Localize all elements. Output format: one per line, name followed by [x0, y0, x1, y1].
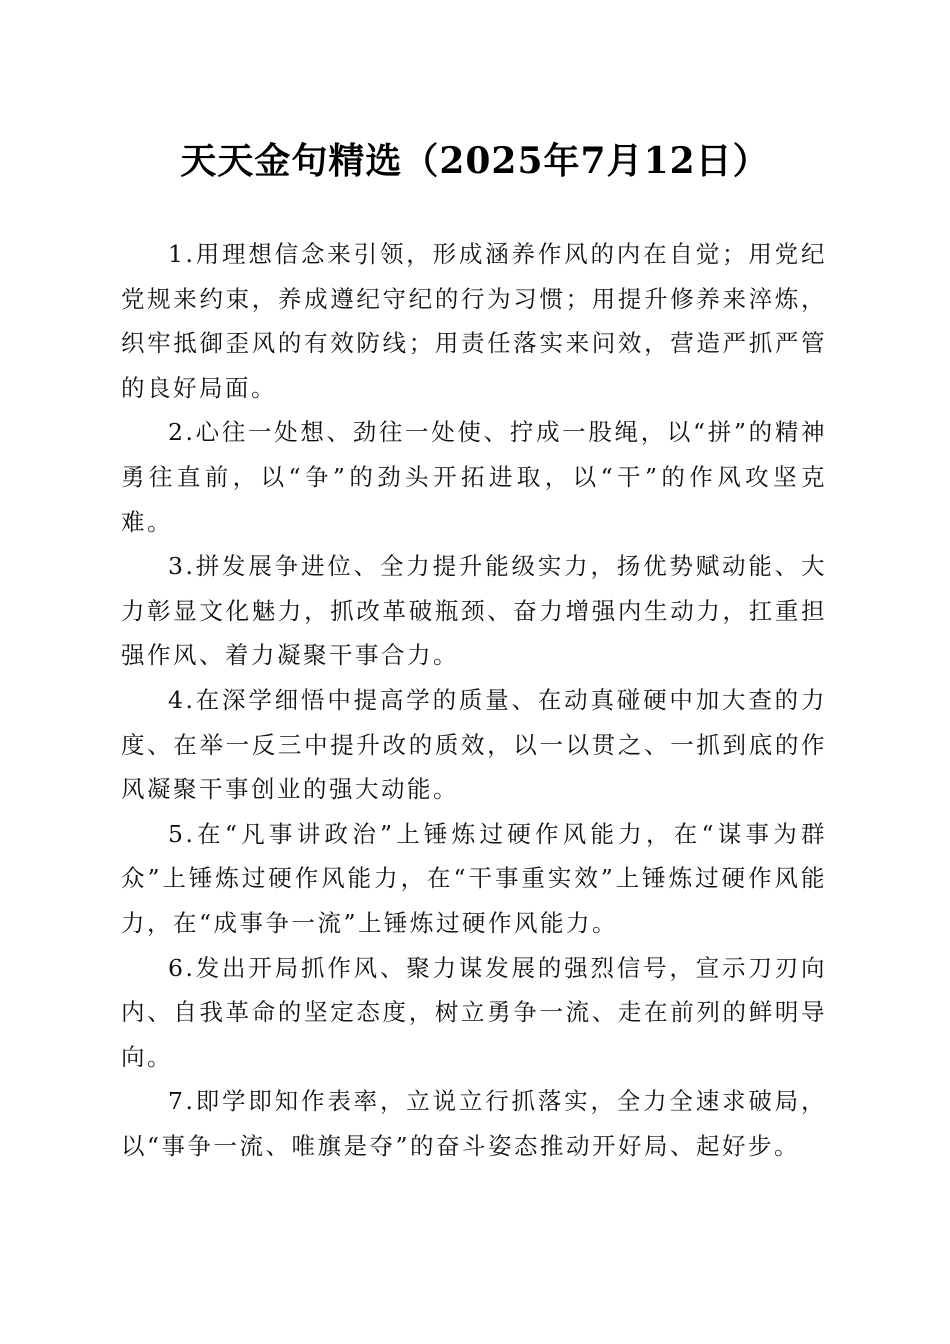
- quote-paragraph-2: 2.心往一处想、劲往一处使、拧成一股绳，以“拼”的精神勇往直前，以“争”的劲头开拓进取，以“干”的作风攻坚克难。: [121, 418, 827, 536]
- quote-paragraph-5: 5.在“凡事讲政治”上锤炼过硬作风能力，在“谋事为群众”上锤炼过硬作风能力，在“干事重实效”上锤炼过硬作风能力，在“成事争一流”上锤炼过硬作风能力。: [121, 819, 827, 937]
- document-body: [121, 232, 827, 1168]
- document-title: 天天金句精选（2025年7月12日）: [180, 140, 770, 182]
- quote-paragraph-1: 1.用理想信念来引领，形成涵养作风的内在自觉；用党纪党规来约束，养成遵纪守纪的行为习惯；用提升修养来淬炼，织牢抵御歪风的有效防线；用责任落实来问效，营造严抓严管的良好局面。: [121, 240, 827, 402]
- quote-paragraph-3: 3.拼发展争进位、全力提升能级实力，扬优势赋动能、大力彰显文化魅力，抓改革破瓶颈、奋力增强内生动力，扛重担强作风、着力凝聚干事合力。: [121, 552, 827, 670]
- quote-paragraph-7: 7.即学即知作表率，立说立行抓落实，全力全速求破局，以“事争一流、唯旗是夺”的奋斗姿态推动开好局、起好步。: [121, 1087, 827, 1160]
- quote-paragraph-4: 4.在深学细悟中提高学的质量、在动真碰硬中加大查的力度、在举一反三中提升改的质效，以一以贯之、一抓到底的作风凝聚干事创业的强大动能。: [121, 685, 827, 804]
- quote-paragraph-6: 6.发出开局抓作风、聚力谋发展的强烈信号，宣示刀刃向内、自我革命的坚定态度，树立勇争一流、走在前列的鲜明导向。: [121, 953, 827, 1071]
